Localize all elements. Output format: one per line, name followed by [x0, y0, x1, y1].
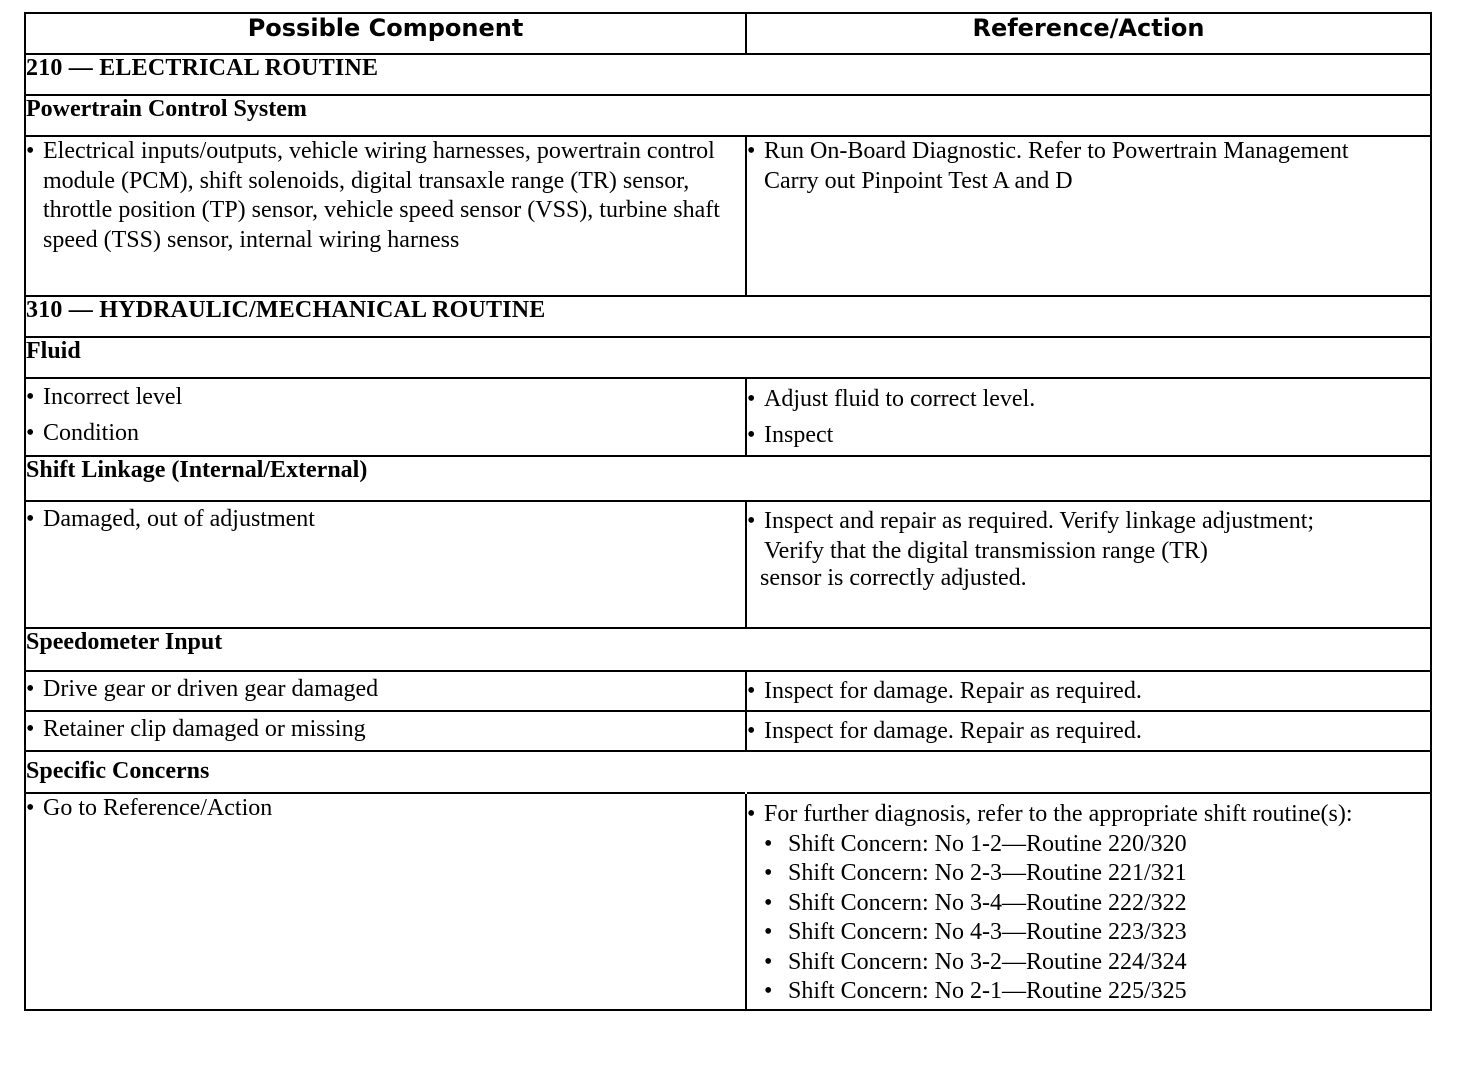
component-item: • Drive gear or driven gear damaged	[26, 675, 745, 705]
table-row	[25, 378, 1431, 456]
action-item: • Inspect for damage. Repair as required.	[747, 717, 1430, 747]
action-cell	[746, 378, 1431, 456]
section-title-electrical: 210 — ELECTRICAL ROUTINE	[25, 54, 1431, 95]
subsection-title-specific-concerns: Specific Concerns	[25, 751, 1431, 793]
routine-item: • Shift Concern: No 2-1—Routine 225/325	[747, 977, 1430, 1007]
action-item: • Inspect	[747, 421, 1430, 451]
action-item-continued: Verify that the digital transmission range (TR)	[764, 537, 1208, 564]
component-cell	[25, 793, 746, 1010]
subsection-title-speedometer: Speedometer Input	[25, 628, 1431, 671]
component-item: • Electrical inputs/outputs, vehicle wiring harnesses, powertrain control module (PCM), shift solenoids, digital transaxle range (TR) sensor, throttle position (TP) sensor, vehicle speed sensor (VSS), turbine shaft speed (TSS) sensor, internal wiring harness	[26, 137, 745, 255]
subsection-row-specific	[25, 751, 1431, 793]
action-item-continued: sensor is correctly adjusted.	[760, 565, 1027, 591]
table-row	[25, 711, 1431, 751]
routine-list	[747, 830, 1430, 1007]
section-row-electrical	[25, 54, 1431, 95]
header-row	[25, 13, 1431, 54]
routine-item: • Shift Concern: No 4-3—Routine 223/323	[747, 918, 1430, 948]
action-cell	[746, 671, 1431, 711]
component-cell	[25, 378, 746, 456]
action-item: • Inspect for damage. Repair as required.	[747, 677, 1430, 707]
component-item: • Damaged, out of adjustment	[26, 505, 745, 535]
table-row	[25, 793, 1431, 1010]
action-item: • Run On-Board Diagnostic. Refer to Powertrain Management	[747, 137, 1430, 167]
component-cell	[25, 501, 746, 628]
component-cell	[25, 711, 746, 751]
action-cell	[746, 711, 1431, 751]
component-item: • Incorrect level	[26, 383, 745, 413]
subsection-row-shift-linkage	[25, 456, 1431, 501]
component-item: • Condition	[26, 419, 745, 449]
section-row-hydraulic	[25, 296, 1431, 337]
diagnosis-table	[24, 12, 1432, 1011]
subsection-title-powertrain-control: Powertrain Control System	[25, 95, 1431, 136]
component-item: • Retainer clip damaged or missing	[26, 715, 745, 745]
header-reference-action: Reference/Action	[746, 13, 1431, 54]
action-item-continued: Carry out Pinpoint Test A and D	[764, 167, 1073, 194]
subsection-row-pcs	[25, 95, 1431, 136]
action-cell	[746, 501, 1431, 628]
header-possible-component: Possible Component	[25, 13, 746, 54]
action-cell	[746, 136, 1431, 296]
action-item: • For further diagnosis, refer to the appropriate shift routine(s):	[747, 800, 1430, 830]
routine-item: • Shift Concern: No 2-3—Routine 221/321	[747, 859, 1430, 889]
component-cell	[25, 671, 746, 711]
action-cell	[746, 793, 1431, 1010]
table-row	[25, 671, 1431, 711]
component-item: • Go to Reference/Action	[26, 794, 745, 824]
table-row	[25, 501, 1431, 628]
routine-item: • Shift Concern: No 3-4—Routine 222/322	[747, 889, 1430, 919]
subsection-title-shift-linkage: Shift Linkage (Internal/External)	[25, 456, 1431, 501]
table-row	[25, 136, 1431, 296]
section-title-hydraulic: 310 — HYDRAULIC/MECHANICAL ROUTINE	[25, 296, 1431, 337]
routine-item: • Shift Concern: No 3-2—Routine 224/324	[747, 948, 1430, 978]
subsection-title-fluid: Fluid	[25, 337, 1431, 378]
action-item: • Adjust fluid to correct level.	[747, 385, 1430, 415]
subsection-row-speedometer	[25, 628, 1431, 671]
action-item: • Inspect and repair as required. Verify linkage adjustment;	[747, 507, 1430, 537]
component-cell	[25, 136, 746, 296]
routine-item: • Shift Concern: No 1-2—Routine 220/320	[747, 830, 1430, 860]
subsection-row-fluid	[25, 337, 1431, 378]
